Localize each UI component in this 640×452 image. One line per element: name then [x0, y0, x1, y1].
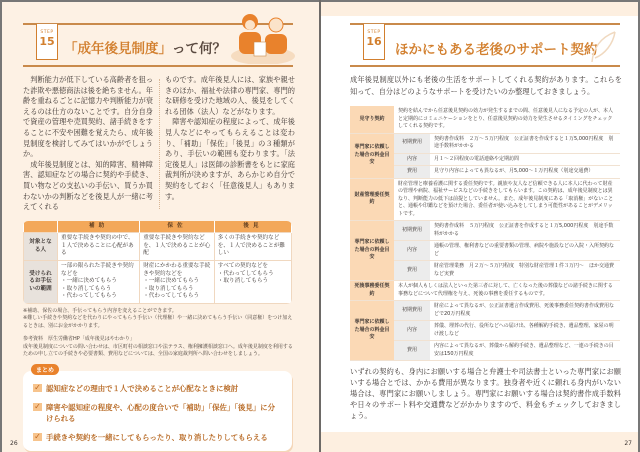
fee-key: 内容	[394, 153, 430, 166]
fee-key: 初期費用	[394, 133, 430, 153]
right-content	[350, 106, 621, 421]
fee-value: 財産管理業務 月２万～５万円程度 特別な財産管理１件３万円～ ほか交通費など実費	[430, 261, 620, 281]
summary-item	[33, 402, 282, 424]
body-paragraph: ものです。成年後見人には、家族や親せきのほか、福祉や法律の専門家、専門的な研修を受けた地域の人、後見をしてくれる団体（法人）などがなります。	[165, 75, 295, 116]
table-notes	[23, 308, 295, 331]
summary-box	[23, 366, 292, 451]
summary-text: 障害や認知症の程度や、心配の度合いで「補助」「保佐」「後見」に分けられる	[46, 402, 275, 423]
closing-text: いずれの契約も、身内にお願いする場合と弁護士や司法書士といった専門家にお願いする場合とでは、かかる費用が異なります。独身者や近くに頼れる身内がいない場合は、専門家にお願いしましょう。専門家にお願いする場合は契約書作成手数料や日々のサポート料や交通費などがかかりますので、料金もチェックしておきましょう。	[350, 367, 621, 420]
contract-row	[350, 106, 620, 133]
fee-value: 通帳の管理、権利書などの重要書類の管理、病院や施設などの入院・入所契約など	[430, 241, 620, 261]
title-bracketed: 「成年後見制度」	[64, 41, 172, 57]
contract-name: 財産管理委任契約	[350, 178, 394, 221]
table-row	[24, 233, 292, 261]
fee-value: 葬儀、埋葬の代行、役所などへの届け出、各種解約手続き、遺品整理、家屋の明け渡しなど	[430, 321, 620, 341]
summary-text: 手続きや契約を一緒にしてもらったり、取り消したりしてもらえる	[46, 432, 268, 442]
column-header: 補助	[58, 221, 140, 233]
row-header: 受けられるお手伝いの範囲	[24, 261, 58, 304]
row-header: 対象となる人	[24, 233, 58, 261]
column-header: 保佐	[140, 221, 215, 233]
feather-icon	[589, 30, 619, 64]
fee-value: 契約書作成料 ２万～５万円程度 公正証書を作成すると１万5,000円程度 別途手数料がかかる	[430, 133, 620, 153]
left-page	[0, 0, 319, 452]
fee-value: 見守り内容によっても異なるが、月5,000～１万円程度（別途交通費）	[430, 166, 620, 179]
body-paragraph: 成年後見制度とは、知的障害、精神障害、認知症などの場合に契約や手続き、買い物などの支払いの手伝い、買うか買わないかの判断などを後見人が一緒に考えてくれる	[23, 159, 153, 212]
body-columns	[23, 75, 295, 213]
fee-value: 財産によって異なるが、公正証書遺言作成費用、死後事務委任契約書作成費用などで20万円程度	[430, 301, 620, 321]
fee-label: 専門家に依頼した場合の料金目安	[350, 301, 394, 361]
body-column-1	[23, 75, 153, 213]
summary-text: 認知症などの理由で１人で決めることが心配なときに検討	[46, 383, 239, 393]
note: ※難しい手続きや契約などを代わりにやってもらう手伝い（代理権）や一緒に決めてもらう手伝い（同意権）をつけ加えるときは、別にお金がかかります。	[23, 315, 293, 329]
contract-row	[350, 281, 620, 301]
summary-label: まとめ	[31, 364, 59, 375]
contract-row	[350, 178, 620, 221]
fee-key: 費用	[394, 261, 430, 281]
fee-key: 内容	[394, 321, 430, 341]
intro-text: 成年後見制度以外にも老後の生活をサポートしてくれる契約があります。これらを知って、自分はどのようなサポートを受けたいのか整理しておきましょう。	[350, 75, 622, 96]
support-contracts-table	[350, 106, 620, 361]
fee-value: 契約書作成料 ５万円程度 公正証書を作成すると１万5,000円程度 別途手数料がかかる	[430, 221, 620, 241]
body-paragraph: 障害や認知症の程度によって、成年後見人などにやってもらえることは変わり、「補助」「保佐」「後見」の３種類があり、手伝いの範囲も変わります。「法定後見人」は医師の診断書をもとに家庭裁判所が決めますが、あらかじめ自分で契約をしておく「任意後見人」もあります。	[165, 117, 295, 201]
column-divider	[159, 79, 160, 209]
header-rule-top	[350, 23, 620, 25]
contract-name: 死後事務委任契約	[350, 281, 394, 301]
bottom-band	[321, 432, 638, 452]
fee-key: 費用	[394, 341, 430, 361]
header-rule-bottom	[23, 65, 293, 67]
page-title: ほかにもある老後のサポート契約	[395, 42, 598, 58]
fee-key: 費用	[394, 166, 430, 179]
table-cell: 一部の限られた手続きや契約などを ・一緒に決めてもらう ・取り消してもらう ・代わってしてもらう	[58, 261, 140, 304]
header-rule-bottom	[350, 65, 620, 67]
summary-item	[33, 383, 282, 394]
elderly-couple-illustration	[230, 10, 296, 64]
body-paragraph: 判断能力が低下している高齢者を狙った詐欺や悪徳商法は後を絶ちません。年齢を重ねるごとに記憶力や判断能力が衰えるのは仕方のないことです。自分自身で資産の管理や売買契約、諸手続きをすることに不安や困難を覚えたら、成年後見制度を検討してみてはいかがでしょうか。	[23, 75, 153, 159]
guardianship-type-table	[23, 221, 292, 304]
step-label: STEP	[367, 30, 381, 35]
checkbox-icon: ✓	[34, 382, 41, 392]
left-content	[23, 75, 295, 451]
contract-description: 本人が個人もしくは法人といった第三者に対して、亡くなった後の葬儀などの諸手続きに関する事務などについて代理権を与え、死後の事務を委任するものです。	[394, 281, 620, 301]
fee-label: 専門家に依頼した場合の料金目安	[350, 221, 394, 281]
fee-key: 内容	[394, 241, 430, 261]
step-number: 15	[39, 35, 55, 48]
body-column-2	[165, 75, 295, 202]
reference-source: 参考資料 厚生労働省HP「成年後見はやわかり」	[23, 336, 135, 343]
step-label: STEP	[40, 30, 54, 35]
step-badge	[363, 24, 385, 60]
fee-key: 初期費用	[394, 301, 430, 321]
table-row	[24, 261, 292, 304]
table-cell: 重要な手続きや契約などを、１人で決めることが心配	[140, 233, 215, 261]
contract-description: 財産管理と療養看護に関する委任契約です。親族や友人など信頼できる人に本人に代わって財産の管理や病院、福祉サービスなどの手続きをしてもらいます。この契約は、成年後見制度とは異なり、判断能力の低下は前提としていません。また、成年後見制度にある「取消権」がないことと、通帳や印鑑などを預けた場合、委任者が使い込みをしてしまう可能性があることがデメリットです。	[394, 178, 620, 221]
table-cell: すべての契約などを ・代わってしてもらう ・取り消してもらう	[214, 261, 291, 304]
top-band	[321, 2, 638, 16]
fee-row	[350, 221, 620, 241]
checkbox-icon: ✓	[34, 431, 41, 441]
note: ※補助、保佐の場合、手伝ってもらう内容を変えることができます。	[23, 307, 177, 314]
corner-cell	[24, 221, 58, 233]
page-title	[64, 37, 226, 57]
table-cell: 財産にかかわる重要な手続きや契約などを ・一緒に決めてもらう ・取り消してもらう ・代わってしてもらう	[140, 261, 215, 304]
fee-row	[350, 133, 620, 153]
table-cell: 多くの手続きや契約などを、１人で決めることが難しい	[214, 233, 291, 261]
title-rest: って何？	[172, 41, 226, 57]
checkbox-icon: ✓	[34, 401, 41, 411]
fee-row	[350, 301, 620, 321]
contract-description: 契約を結んでから任意後見契約の効力が発生するまでの間、任意後見人になる予定の人が、本人と定期的にコミュニケーションをとり、任意後見契約の効力を発生させるタイミングをチェックしてくれる契約です。	[394, 106, 620, 133]
fee-key: 初期費用	[394, 221, 430, 241]
column-header: 後見	[214, 221, 291, 233]
fee-label: 専門家に依頼した場合の料金目安	[350, 133, 394, 178]
contract-name: 見守り契約	[350, 106, 394, 133]
step-number: 16	[366, 35, 382, 48]
page-number: 26	[10, 440, 18, 447]
reference-text: 成年後見制度についての問い合わせは、市区町村の相談窓口や法テラス、権利擁護相談窓口へ。成年後見制度を利用するための申し立ての手続きや必要書類、費用などについては、全国の家庭裁判所へ問い合わせをしましょう。	[23, 343, 293, 358]
fee-value: 内容によって異なるが、葬儀から解約手続き、遺品整理など、一連の手続きの目安は150万円程度	[430, 341, 620, 361]
step-badge	[36, 24, 58, 60]
fee-value: 月１～２回程度の電話連絡や定期訪問	[430, 153, 620, 166]
reference	[23, 336, 295, 359]
summary-item	[33, 432, 282, 443]
page-number: 27	[624, 440, 632, 447]
table-cell: 重要な手続きや契約の中で、１人で決めることに心配がある	[58, 233, 140, 261]
